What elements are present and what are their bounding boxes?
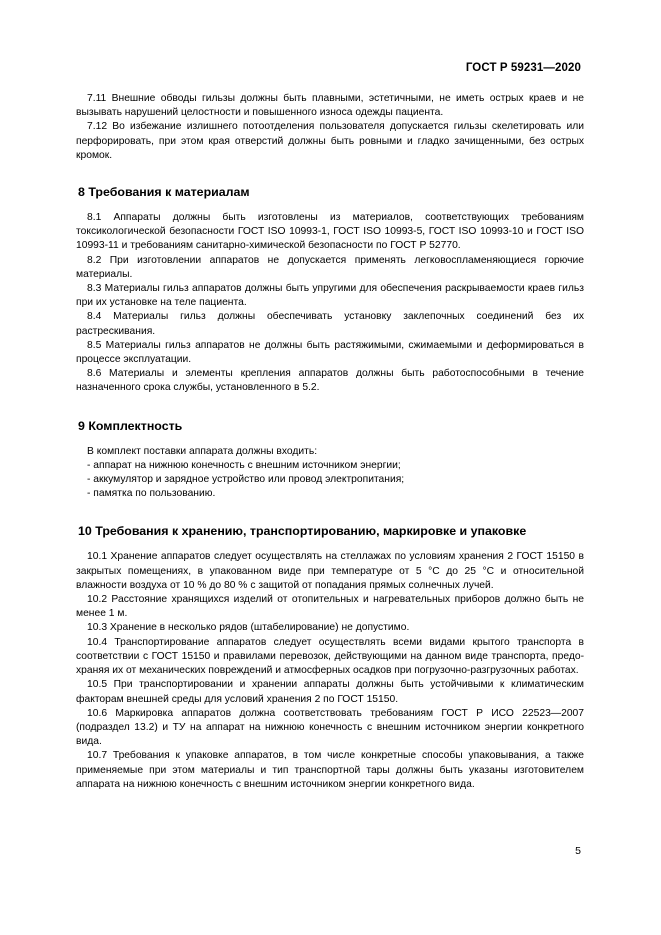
paragraph-8-4: 8.4 Материалы гильз должны обеспечивать установку заклепочных соединений без их растрескивания. bbox=[76, 311, 584, 337]
paragraph-8-1: 8.1 Аппараты должны быть изготовлены из материалов, соответствующих требованиям токсикологической безопасности ГОСТ ISO 10993-1, ГОСТ ISO 10993-5, ГОСТ ISO 10993-10 и ГОСТ ISO 10993-11 и требованиям санитарно-химической безопасности по ГОСТ Р 52770. bbox=[76, 212, 584, 252]
paragraph-10-7: 10.7 Требования к упаковке аппаратов, в том числе конкретные способы упаковывания, а также применяемые при этом материалы и тип транспортной тары должны быть указаны изготовителем аппарата на нижнюю конечность с внешним источником энергии конкретного вида. bbox=[76, 750, 584, 790]
document-body bbox=[76, 92, 584, 792]
section-8-heading: 8 Требования к материалам bbox=[78, 185, 250, 200]
list-item: - аппарат на нижнюю конечность с внешним источником энергии; bbox=[87, 459, 401, 471]
section-10-heading: 10 Требования к хранению, транспортированию, маркировке и упаковке bbox=[78, 524, 527, 539]
paragraph-10-1: 10.1 Хранение аппаратов следует осуществлять на стеллажах по условиям хранения 2 ГОСТ 15150 в закрытых помещениях, в упакованном виде при температуре от 5 °С до 25 °С и относительной влажности воздуха от 10 % до 80 % с защитой от попадания прямых солнечных лучей. bbox=[76, 551, 584, 591]
paragraph-8-5: 8.5 Материалы гильз аппаратов не должны быть растяжимыми, сжимаемыми и деформироваться в процессе эксплуатации. bbox=[76, 339, 584, 366]
paragraph-10-5: 10.5 При транспортировании и хранении аппараты должны быть устойчивыми к климатическим факторам внешней среды для условий хранения 2 по ГОСТ 15150. bbox=[76, 679, 584, 705]
paragraph-8-2: 8.2 При изготовлении аппаратов не допускается применять легковоспламеняющиеся горючие материалы. bbox=[76, 254, 584, 280]
section-9-intro: В комплект поставки аппарата должны входить: bbox=[87, 445, 318, 457]
completeness-list bbox=[76, 459, 584, 502]
paragraph-7-11: 7.11 Внешние обводы гильзы должны быть плавными, эстетичными, не иметь острых краев и не вызывать нарушений целостности и повышенного износа одежды пациента. bbox=[76, 93, 584, 119]
list-item: - аккумулятор и зарядное устройство или провод электропитания; bbox=[87, 474, 405, 486]
document-code: ГОСТ Р 59231—2020 bbox=[465, 62, 581, 74]
paragraph-8-6: 8.6 Материалы и элементы крепления аппаратов должны быть работоспособными в течение назначенного срока службы, установленного в 5.2. bbox=[76, 368, 584, 394]
list-item: - памятка по пользованию. bbox=[87, 488, 216, 500]
paragraph-7-12: 7.12 Во избежание излишнего потоотделения пользователя допускается гильзы скелетировать или перфорировать, при этом края отверстий должны быть ровными и гладко зачищенными, без острых кромок. bbox=[76, 121, 584, 161]
paragraph-8-3: 8.3 Материалы гильз аппаратов должны быть упругими для обеспечения раскрываемости краев гильз при их установке на теле пациента. bbox=[76, 283, 584, 309]
paragraph-10-4: 10.4 Транспортирование аппаратов следует осуществлять всеми видами крытого транспорта в соответствии с ГОСТ 15150 и правилами перевозок, действующими на данном виде транспорта, предо-храняя их от механических повреждений и атмосферных осадков при погрузочно-разгрузочных работах. bbox=[76, 636, 584, 677]
paragraph-10-6: 10.6 Маркировка аппаратов должна соответствовать требованиям ГОСТ Р ИСО 22523—2007 (подраздел 13.2) и ТУ на аппарат на нижнюю конечность с внешним источником энергии конкретного вида. bbox=[76, 707, 584, 748]
paragraph-10-3: 10.3 Хранение в несколько рядов (штабелирование) не допустимо. bbox=[87, 622, 410, 634]
section-9-heading: 9 Комплектность bbox=[78, 418, 183, 433]
paragraph-10-2: 10.2 Расстояние хранящихся изделий от отопительных и нагревательных приборов должно быть не менее 1 м. bbox=[76, 594, 584, 620]
page-number: 5 bbox=[575, 845, 581, 857]
